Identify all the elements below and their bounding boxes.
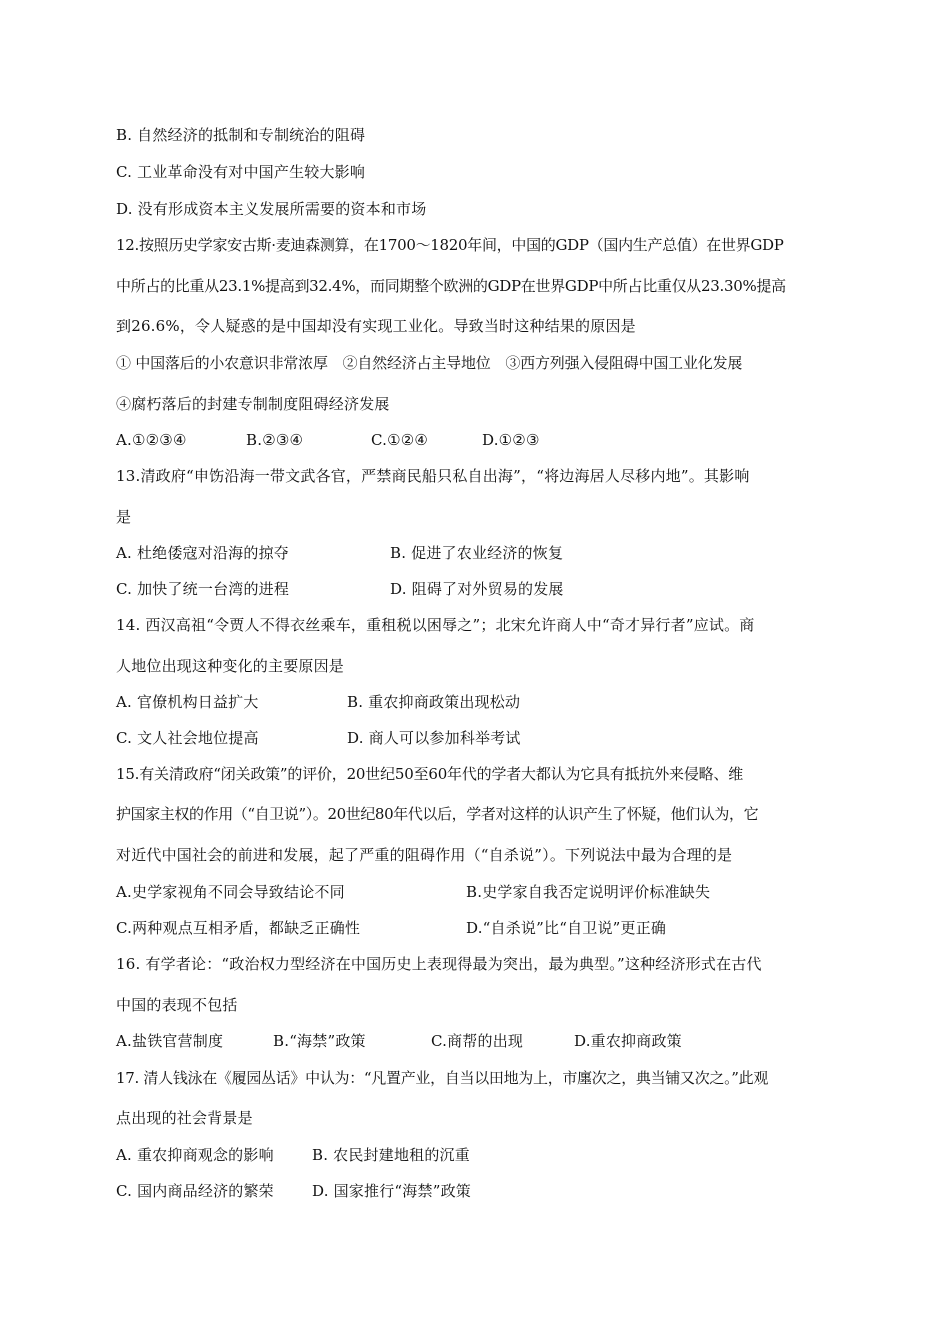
question-16-option-d[interactable]: D.重农抑商政策 [574, 1032, 682, 1050]
question-14-option-a[interactable]: A. 官僚机构日益扩大 [116, 693, 259, 711]
question-17-option-d[interactable]: D. 国家推行“海禁”政策 [312, 1182, 471, 1200]
question-14-option-c[interactable]: C. 文人社会地位提高 [116, 729, 259, 747]
option-d: D. 没有形成资本主义发展所需要的资本和市场 [116, 200, 427, 218]
question-12-stem-line-1: 12.按照历史学家安古斯·麦迪森测算，在1700～1820年间，中国的GDP（国内生产总值）在世界GDP [116, 236, 784, 254]
question-12-stem-line-2: 中所占的比重从23.1%提高到32.4%，而同期整个欧洲的GDP在世界GDP中所占比重仅从23.30%提高 [116, 277, 786, 295]
question-16-option-a[interactable]: A.盐铁官营制度 [116, 1032, 224, 1050]
question-15-stem-line-1: 15.有关清政府“闭关政策”的评价，20世纪50至60年代的学者大都认为它具有抵抗外来侵略、维 [116, 765, 744, 783]
question-12-option-a[interactable]: A.①②③④ [116, 431, 187, 449]
question-16-option-c[interactable]: C.商帮的出现 [431, 1032, 524, 1050]
option-c: C. 工业革命没有对中国产生较大影响 [116, 163, 366, 181]
question-14-option-b[interactable]: B. 重农抑商政策出现松动 [347, 693, 521, 711]
question-16-option-b[interactable]: B.“海禁”政策 [273, 1032, 366, 1050]
question-17-option-a[interactable]: A. 重农抑商观念的影响 [116, 1146, 274, 1164]
question-13-stem-line-2: 是 [116, 508, 132, 526]
question-17-stem-line-2: 点出现的社会背景是 [116, 1109, 253, 1127]
option-b: B. 自然经济的抵制和专制统治的阻碍 [116, 126, 366, 144]
question-13-stem-line-1: 13.清政府“申饬沿海一带文武各官，严禁商民船只私自出海”，“将边海居人尽移内地”。其影响 [116, 467, 750, 485]
question-13-option-b[interactable]: B. 促进了农业经济的恢复 [390, 544, 564, 562]
question-13-option-c[interactable]: C. 加快了统一台湾的进程 [116, 580, 290, 598]
question-15-option-d[interactable]: D.“自杀说”比“自卫说”更正确 [466, 919, 667, 937]
question-15-option-c[interactable]: C.两种观点互相矛盾，都缺乏正确性 [116, 919, 361, 937]
question-14-option-d[interactable]: D. 商人可以参加科举考试 [347, 729, 521, 747]
question-17-option-b[interactable]: B. 农民封建地租的沉重 [312, 1146, 470, 1164]
question-13-option-a[interactable]: A. 杜绝倭寇对沿海的掠夺 [116, 544, 289, 562]
question-16-stem-line-1: 16. 有学者论：“政治权力型经济在中国历史上表现得最为突出，最为典型。”这种经济形式在古代 [116, 955, 762, 973]
question-15-option-a[interactable]: A.史学家视角不同会导致结论不同 [116, 883, 345, 901]
question-14-stem-line-1: 14. 西汉高祖“令贾人不得衣丝乘车，重租税以困辱之”；北宋允许商人中“奇才异行者”应试。商 [116, 616, 755, 634]
question-15-option-b[interactable]: B.史学家自我否定说明评价标准缺失 [466, 883, 711, 901]
question-12-option-d[interactable]: D.①②③ [482, 431, 540, 449]
question-12-stem-line-3: 到26.6%，令人疑惑的是中国却没有实现工业化。导致当时这种结果的原因是 [116, 317, 636, 335]
question-16-stem-line-2: 中国的表现不包括 [116, 996, 238, 1014]
question-15-stem-line-2: 护国家主权的作用（“自卫说”）。20世纪80年代以后，学者对这样的认识产生了怀疑，他们认为，它 [116, 805, 759, 823]
question-12-items-line-2: ④腐朽落后的封建专制制度阻碍经济发展 [116, 395, 390, 413]
question-12-option-b[interactable]: B.②③④ [246, 431, 304, 449]
question-15-stem-line-3: 对近代中国社会的前进和发展，起了严重的阻碍作用（“自杀说”）。下列说法中最为合理的是 [116, 846, 733, 864]
question-12-option-c[interactable]: C.①②④ [371, 431, 429, 449]
question-12-items-line-1: ① 中国落后的小农意识非常浓厚 ②自然经济占主导地位 ③西方列强入侵阻碍中国工业化发展 [116, 354, 743, 372]
question-17-stem-line-1: 17. 清人钱泳在《履园丛话》中认为：“凡置产业，自当以田地为上，市廛次之，典当铺又次之。”此观 [116, 1069, 769, 1087]
question-17-option-c[interactable]: C. 国内商品经济的繁荣 [116, 1182, 274, 1200]
question-13-option-d[interactable]: D. 阻碍了对外贸易的发展 [390, 580, 564, 598]
question-14-stem-line-2: 人地位出现这种变化的主要原因是 [116, 657, 345, 675]
